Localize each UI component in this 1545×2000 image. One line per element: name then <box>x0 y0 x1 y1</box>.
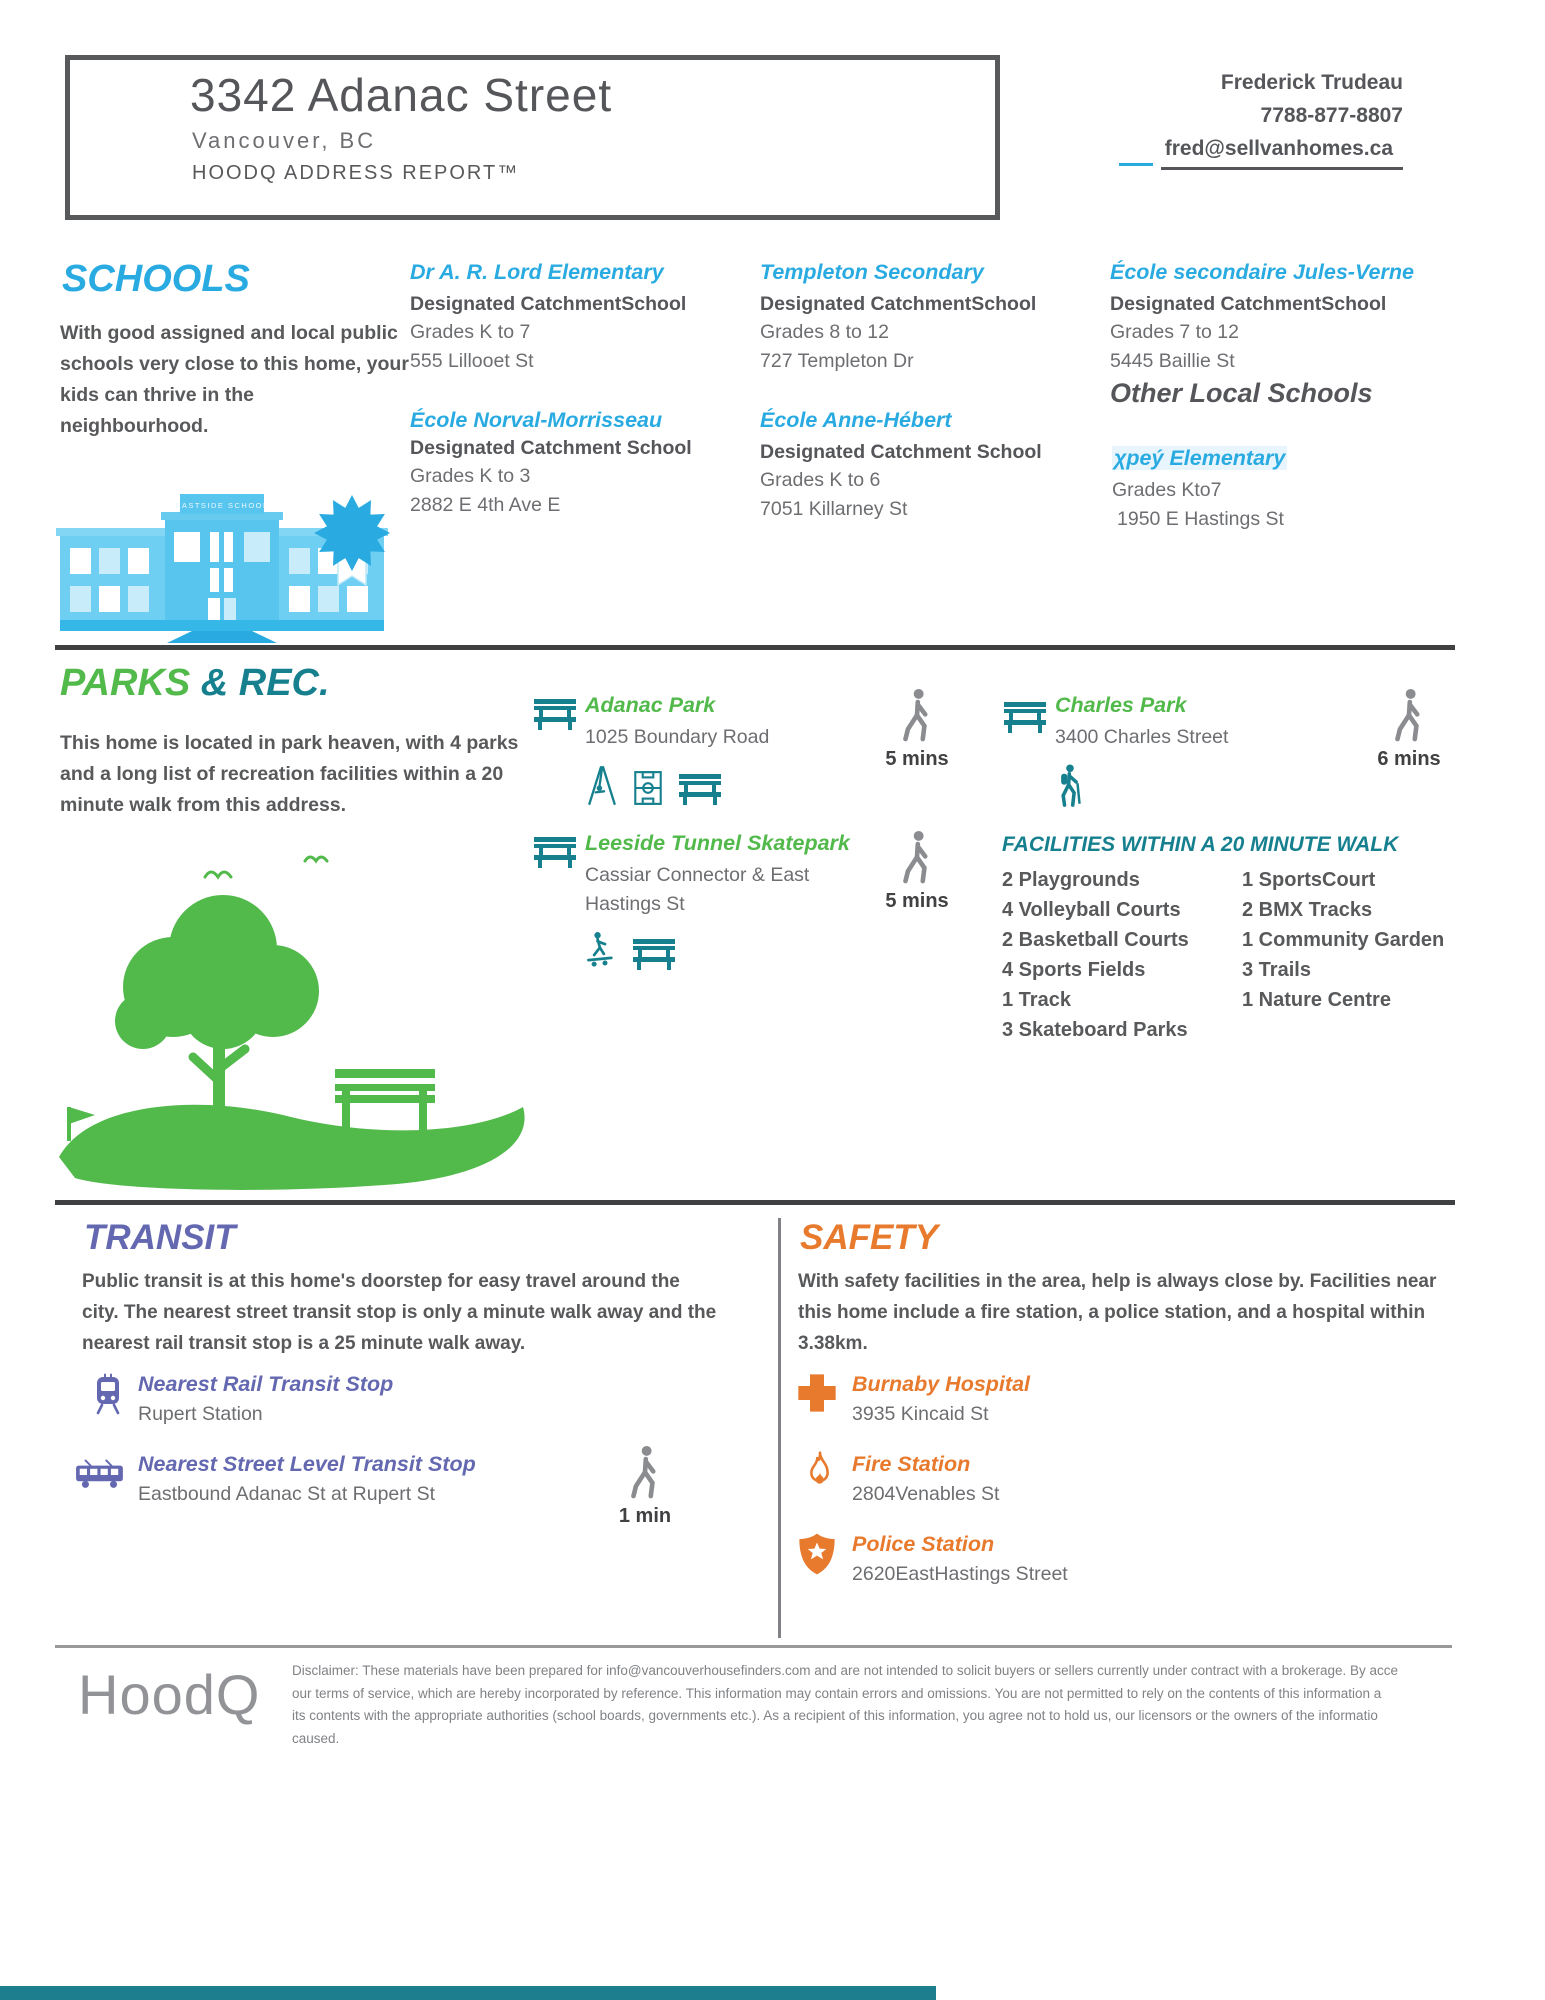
school-entry <box>410 260 686 376</box>
facility-item: 3 Trails <box>1242 959 1311 981</box>
safety-intro: With safety facilities in the area, help is always close by. Facilities near this home include a fire station, a police station, and a hospital within 3.38km. <box>798 1271 1437 1354</box>
park-entry <box>1055 693 1228 808</box>
school-grades: Grades 7 to 12 <box>1110 321 1239 343</box>
safety-label: Fire Station <box>852 1452 971 1476</box>
school-name: χpeý Elementary <box>1114 446 1286 470</box>
school-name: École secondaire Jules-Verne <box>1110 260 1414 284</box>
schools-section-title: SCHOOLS <box>62 258 250 300</box>
safety-entry <box>852 1372 1030 1426</box>
page-title: 3342 Adanac Street <box>190 69 613 121</box>
school-type: Designated CatchmentSchool <box>760 293 1037 315</box>
school-grades: Grades K to 6 <box>760 469 881 491</box>
walk-time-badge <box>880 688 954 771</box>
transit-intro: Public transit is at this home's doorstep for easy travel around the city. The nearest street transit stop is only a minute walk away and the nearest rail transit stop is a 25 minute walk away. <box>82 1271 717 1354</box>
school-address: 5445 Baillie St <box>1110 350 1235 372</box>
school-grades: Grades K to 3 <box>410 465 531 487</box>
school-type: Designated Catchment School <box>760 441 1042 463</box>
skateboarder-icon <box>585 931 617 971</box>
street-stop-value: Eastbound Adanac St at Rupert St <box>138 1483 436 1505</box>
walk-time-label: 6 mins <box>1377 748 1441 770</box>
safety-label: Burnaby Hospital <box>852 1372 1030 1396</box>
school-name: Templeton Secondary <box>760 260 984 284</box>
bottom-accent-bar <box>0 1986 936 2000</box>
school-entry <box>760 408 1042 524</box>
schools-intro: With good assigned and local public schools very close to this home, your kids can thrive in the neighbourhood. <box>60 322 409 437</box>
facility-item: 2 Basketball Courts <box>1002 929 1189 951</box>
bench-icon <box>532 697 578 736</box>
train-icon <box>92 1372 124 1423</box>
school-address: 2882 E 4th Ave E <box>410 494 561 516</box>
safety-address: 3935 Kincaid St <box>852 1403 989 1425</box>
school-grades: Grades K to 7 <box>410 321 531 343</box>
park-name: Leeside Tunnel Skatepark <box>585 831 850 855</box>
city-label: Vancouver, BC <box>192 128 377 153</box>
facilities-title: FACILITIES WITHIN A 20 MINUTE WALK <box>1002 833 1399 856</box>
bench-icon <box>677 772 723 806</box>
school-grades: Grades 8 to 12 <box>760 321 889 343</box>
safety-entry <box>852 1532 1068 1586</box>
park-name: Charles Park <box>1055 693 1187 717</box>
school-entry <box>1112 446 1287 534</box>
street-stop-entry <box>138 1452 476 1506</box>
walking-person-icon <box>897 688 937 744</box>
facility-item: 2 BMX Tracks <box>1242 899 1373 921</box>
safety-label: Police Station <box>852 1532 995 1556</box>
safety-section-title: SAFETY <box>800 1218 939 1257</box>
facilities-column-1 <box>1002 865 1189 1045</box>
school-entry <box>410 408 692 520</box>
agent-contact-block <box>1119 66 1403 170</box>
rail-stop-label: Nearest Rail Transit Stop <box>138 1372 394 1396</box>
facility-item: 3 Skateboard Parks <box>1002 1019 1188 1041</box>
park-scene-icon <box>55 845 535 1190</box>
walk-time-label: 1 min <box>618 1505 672 1527</box>
hoodq-logo: HoodQ <box>78 1663 261 1726</box>
parks-section-title: PARKS & REC. <box>60 662 330 704</box>
other-local-schools-title: Other Local Schools <box>1110 378 1373 408</box>
police-shield-icon <box>798 1532 836 1581</box>
section-divider <box>55 1200 1455 1205</box>
park-address-line2: Hastings St <box>585 893 685 915</box>
street-stop-label: Nearest Street Level Transit Stop <box>138 1452 476 1476</box>
school-building-illustration <box>52 488 392 648</box>
transit-section-title: TRANSIT <box>84 1218 236 1257</box>
walk-time-badge <box>608 1445 682 1528</box>
parks-intro: This home is located in park heaven, with 4 parks and a long list of recreation facilities within a 20 minute walk from this address. <box>60 732 519 816</box>
facility-item: 1 Track <box>1002 989 1071 1011</box>
park-entry <box>585 693 769 806</box>
walk-time-label: 5 mins <box>885 748 949 770</box>
school-name: École Norval-Morrisseau <box>410 408 663 432</box>
school-type: Designated CatchmentSchool <box>410 293 687 315</box>
school-type: Designated CatchmentSchool <box>1110 293 1387 315</box>
park-address: 1025 Boundary Road <box>585 726 770 748</box>
facility-item: 2 Playgrounds <box>1002 869 1140 891</box>
walk-time-label: 5 mins <box>885 890 949 912</box>
agent-email-link[interactable]: fred@sellvanhomes.ca <box>1161 132 1403 170</box>
park-address-line1: Cassiar Connector & East <box>585 864 810 886</box>
park-address: 3400 Charles Street <box>1055 726 1229 748</box>
swing-icon <box>585 764 619 806</box>
facility-item: 1 SportsCourt <box>1242 869 1376 891</box>
school-grades: Grades Kto7 <box>1112 479 1222 501</box>
bench-icon <box>631 937 677 971</box>
bus-icon <box>74 1458 126 1497</box>
school-address: 727 Templeton Dr <box>760 350 914 372</box>
agent-phone: 7788-877-8807 <box>1260 104 1403 127</box>
facility-item: 4 Sports Fields <box>1002 959 1146 981</box>
park-name: Adanac Park <box>585 693 716 717</box>
school-sign-text: EASTSIDE SCHOOL <box>175 501 269 510</box>
safety-address: 2620EastHastings Street <box>852 1563 1068 1585</box>
sports-field-icon <box>633 770 663 806</box>
fire-flame-icon <box>806 1450 834 1497</box>
facility-item: 1 Community Garden <box>1242 929 1445 951</box>
school-address: 1950 E Hastings St <box>1117 508 1284 530</box>
report-type-label: HOODQ ADDRESS REPORT™ <box>192 162 520 184</box>
hiker-icon <box>1055 764 1085 808</box>
school-entry <box>1110 260 1414 376</box>
walking-person-icon <box>897 830 937 886</box>
section-divider <box>55 645 1455 650</box>
school-address: 555 Lillooet St <box>410 350 534 372</box>
facility-item: 1 Nature Centre <box>1242 989 1391 1011</box>
facilities-column-2 <box>1242 865 1444 1015</box>
safety-address: 2804Venables St <box>852 1483 1000 1505</box>
school-entry <box>760 260 1036 376</box>
park-entry <box>585 831 850 971</box>
email-underline-accent <box>1119 163 1153 166</box>
walk-time-badge <box>880 830 954 913</box>
rail-stop-entry <box>138 1372 393 1426</box>
rail-stop-value: Rupert Station <box>138 1403 263 1425</box>
walking-person-icon <box>625 1445 665 1501</box>
walk-time-badge <box>1372 688 1446 771</box>
school-type: Designated Catchment School <box>410 437 692 459</box>
safety-entry <box>852 1452 999 1506</box>
agent-name: Frederick Trudeau <box>1220 71 1403 94</box>
walking-person-icon <box>1389 688 1429 744</box>
footer-disclaimer: Disclaimer: These materials have been prepared for info@vancouverhousefinders.com and are not intended to solicit buyers or sellers currently under contract with a brokerage. By acce our terms of service, which are hereby incorporated by reference. This information may contain errors and omissions. You are not permitted to rely on the contents of this information a its contents with the appropriate authorities (school boards, governments etc.). As a recipient of this information, you agree not to hold us, our licensors or the owners of the informatio caused. <box>292 1663 1399 1746</box>
column-divider <box>778 1218 781 1638</box>
school-address: 7051 Killarney St <box>760 498 908 520</box>
bench-icon <box>532 835 578 874</box>
school-name: Dr A. R. Lord Elementary <box>410 260 664 284</box>
hospital-cross-icon <box>796 1372 838 1419</box>
park-illustration <box>55 845 535 1195</box>
school-name: École Anne-Hébert <box>760 408 952 432</box>
facility-item: 4 Volleyball Courts <box>1002 899 1181 921</box>
school-building-icon <box>52 488 392 643</box>
bench-icon <box>1002 700 1048 739</box>
footer-divider <box>55 1645 1452 1648</box>
